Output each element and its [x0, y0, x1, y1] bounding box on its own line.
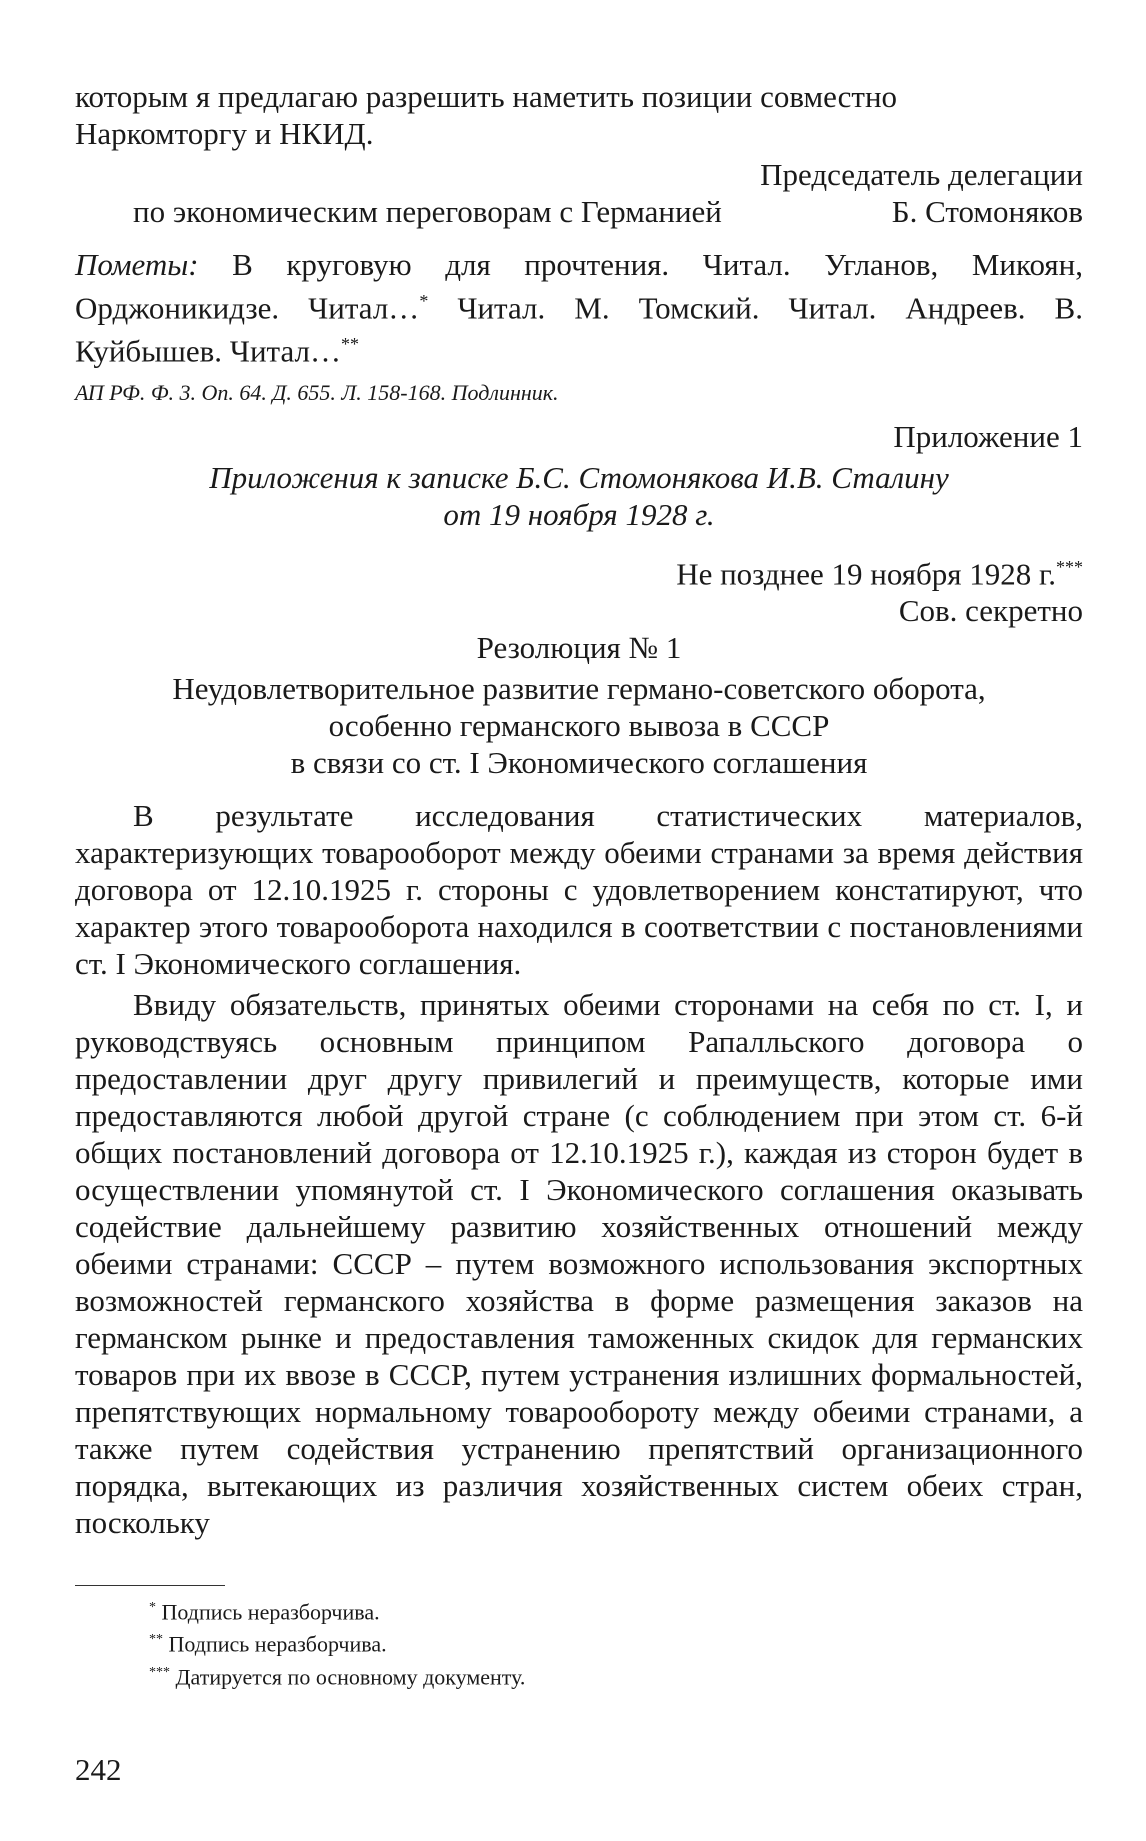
footnote-3-text: Датируется по основному документу. [175, 1663, 526, 1689]
footnote-2-text: Подпись неразборчива. [168, 1631, 387, 1657]
marks-text-1: В круговую для прочтения. Читал. Угланов, Микоян, Орджоникидзе. Читал… [75, 247, 1083, 326]
page-number: 242 [75, 1752, 122, 1787]
archive-source: АП РФ. Ф. 3. Оп. 64. Д. 655. Л. 158-168. Подлинник. [75, 379, 559, 405]
document-date [75, 549, 1083, 592]
footnote-1-mark: * [149, 1599, 156, 1615]
footnote-2-mark: ** [149, 1632, 163, 1648]
marks-paragraph [75, 246, 1083, 370]
secrecy-label: Сов. секретно [898, 592, 1083, 628]
resolution-heading-2: особенно германского вывоза в СССР [328, 707, 830, 743]
footnote-divider [75, 1585, 225, 1586]
appendix-label: Приложение 1 [893, 418, 1083, 454]
body-paragraph-1: В результате исследования статистических материалов, характеризующих товарооборот между обеими странами за время действия договора от 12.10.1925 г. стороны с удовлетворением констатируют, что характер этого товарооборота находился в соответствии с постановлениями ст. I Экономического соглашения. [75, 797, 1083, 981]
footnote-3 [149, 1659, 1083, 1691]
resolution-heading-3: в связи со ст. I Экономического соглашения [290, 744, 868, 780]
marks-text-2: Читал. М. Томский. Читал. Андреев. В. Куйбышев. Читал… [75, 290, 1083, 369]
signature-row [75, 193, 1083, 230]
footnote-3-mark: *** [149, 1664, 170, 1680]
marks-footnote-ref-2: ** [340, 334, 359, 355]
date-footnote-ref: *** [1056, 556, 1083, 577]
footnote-2 [149, 1626, 1083, 1658]
resolution-title: Резолюция № 1 [476, 629, 682, 665]
body-paragraph-2: Ввиду обязательств, принятых обеими сторонами на себя по ст. I, и руководствуясь основным принципом Рапалльского договора о предоставлении друг другу привилегий и преимуществ, которые ими предоставляются любой другой стране (с соблюдением при этом ст. 6-й общих постановлений договора от 12.10.1925 г.), каждая из сторон будет в осуществлении упомянутой ст. I Экономического соглашения оказывать содействие дальнейшему развитию хозяйственных отношений между обеими странами: СССР – путем возможного использования экспортных возможностей германского хозяйства в форме размещения заказов на германском рынке и предоставления таможенных скидок для германских товаров при их ввозе в СССР, путем устранения излишних формальностей, препятствующих нормальному товарообороту между обеими странами, а также путем содействия устранению препятствий организационного порядка, вытекающих из различия хозяйственных систем обеих стран, поскольку [75, 986, 1083, 1540]
appendix-title-line-1: Приложения к записке Б.С. Стомонякова И.В. Сталину [209, 459, 949, 495]
marks-footnote-ref-1: * [419, 291, 429, 311]
resolution-heading-1: Неудовлетворительное развитие германо-советского оборота, [172, 670, 986, 706]
signature-name: Б. Стомоняков [891, 194, 1083, 229]
footnotes [75, 1594, 1083, 1691]
top-line-1: которым я предлагаю разрешить наметить позиции совместно [75, 79, 898, 114]
signature-title: Председатель делегации [760, 157, 1083, 192]
top-line-2: Наркомторгу и НКИД. [75, 116, 374, 151]
appendix-title-line-2: от 19 ноября 1928 г. [443, 496, 715, 532]
footnote-1 [149, 1594, 1083, 1626]
document-date-text: Не позднее 19 ноября 1928 г. [676, 555, 1056, 591]
top-text [75, 78, 1083, 152]
footnote-1-text: Подпись неразборчива. [161, 1599, 380, 1625]
page-content [75, 78, 1083, 1691]
signature-line: по экономическим переговорам с Германией [133, 194, 722, 229]
marks-label: Пометы: [75, 247, 199, 282]
